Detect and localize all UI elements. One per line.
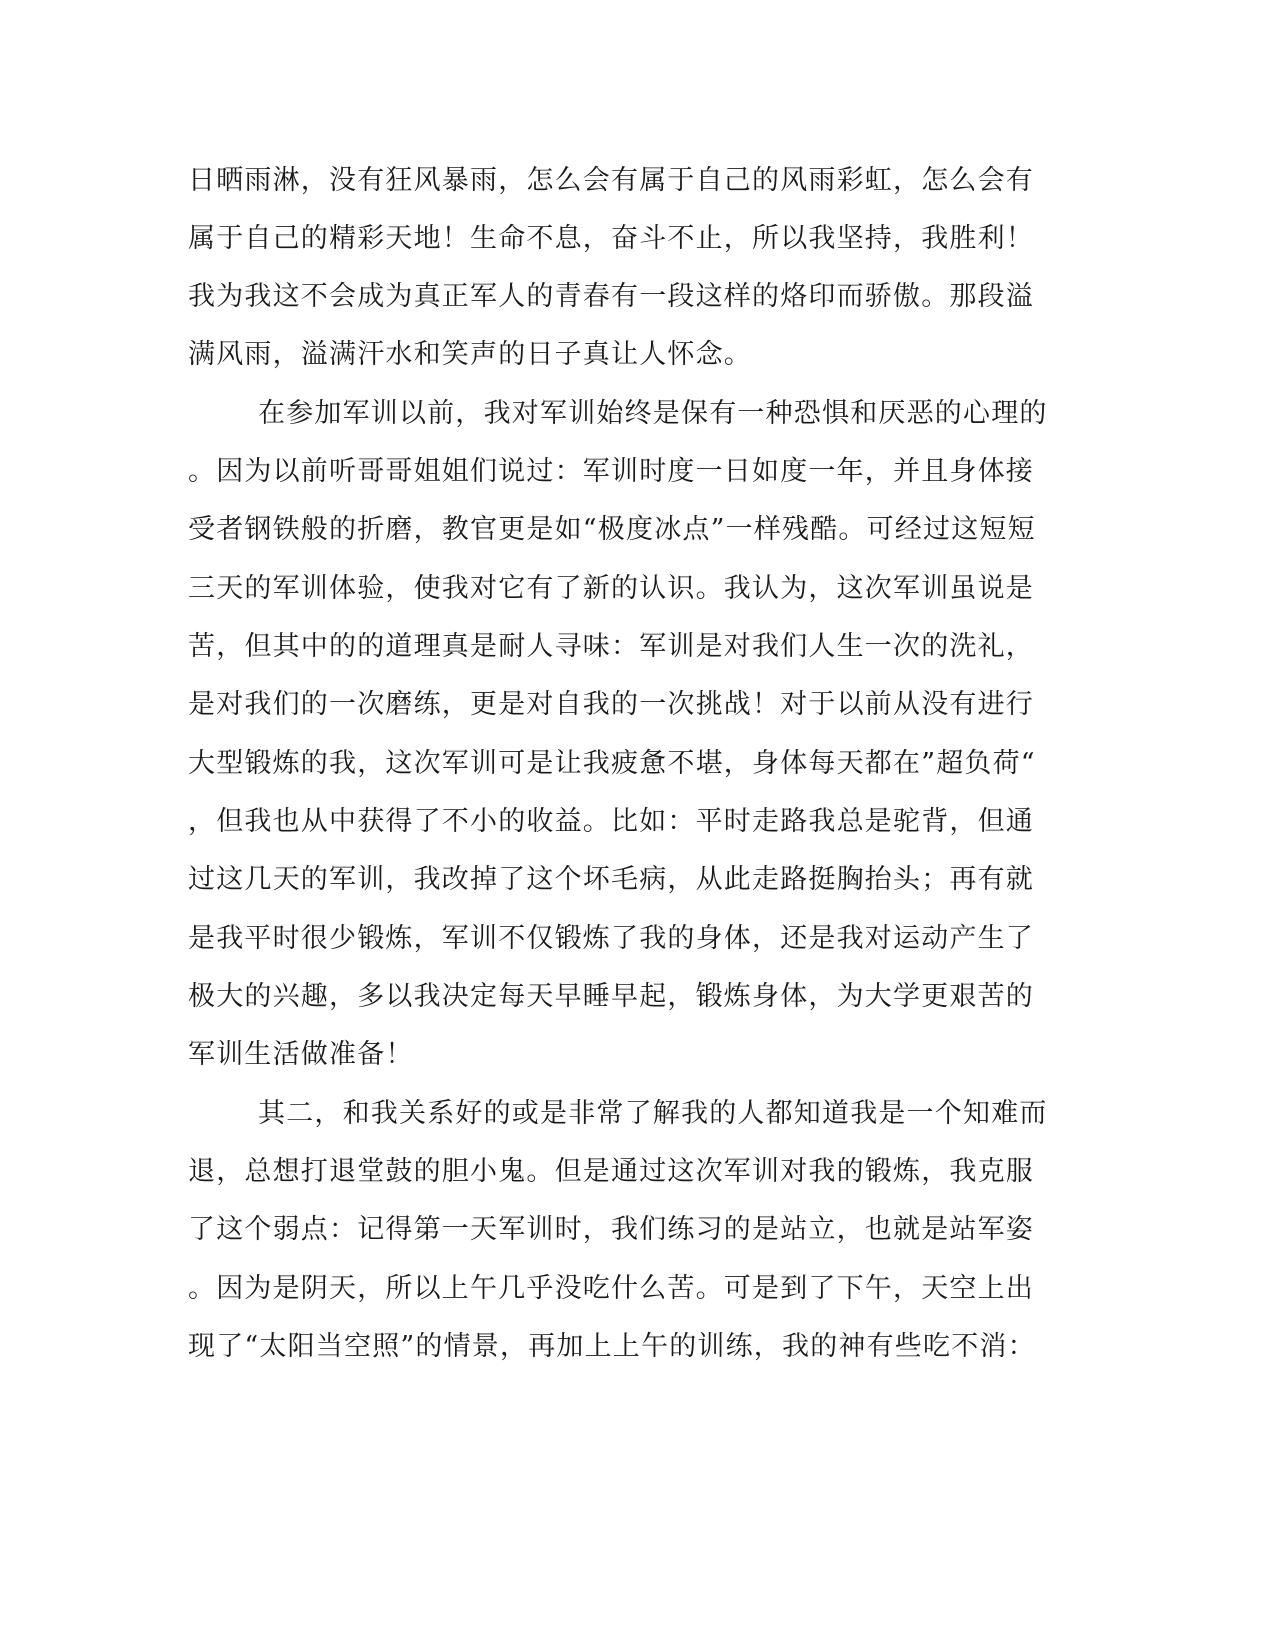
text-line: 属于自己的精彩天地！生命不息，奋斗不止，所以我坚持，我胜利！ <box>188 223 1034 254</box>
text-line: 是我平时很少锻炼，军训不仅锻炼了我的身体，还是我对运动产生了 <box>188 923 1034 954</box>
text-line: 日晒雨淋，没有狂风暴雨，怎么会有属于自己的风雨彩虹，怎么会有 <box>188 165 1034 196</box>
text-line: 。因为是阴天，所以上午几乎没吃什么苦。可是到了下午，天空上出 <box>188 1273 1034 1304</box>
text-line: 我为我这不会成为真正军人的青春有一段这样的烙印而骄傲。那段溢 <box>188 281 1034 312</box>
text-line: 三天的军训体验，使我对它有了新的认识。我认为，这次军训虽说是 <box>188 573 1034 604</box>
text-line: 是对我们的一次磨练，更是对自我的一次挑战！对于以前从没有进行 <box>188 689 1034 720</box>
paragraph-first-line: 其二，和我关系好的或是非常了解我的人都知道我是一个知难而 <box>258 1098 1048 1129</box>
text-line: 极大的兴趣，多以我决定每天早睡早起，锻炼身体，为大学更艰苦的 <box>188 981 1034 1012</box>
text-line: 苦，但其中的的道理真是耐人寻味：军训是对我们人生一次的洗礼， <box>188 631 1034 662</box>
text-line: 过这几天的军训，我改掉了这个坏毛病，从此走路挺胸抬头；再有就 <box>188 864 1034 895</box>
text-line: ，但我也从中获得了不小的收益。比如：平时走路我总是驼背，但通 <box>188 806 1034 837</box>
text-line: 受者钢铁般的折磨，教官更是如“极度冰点”一样残酷。可经过这短短 <box>188 514 1036 545</box>
text-line: 满风雨，溢满汗水和笑声的日子真让人怀念。 <box>188 339 752 370</box>
paragraph-first-line: 在参加军训以前，我对军训始终是保有一种恐惧和厌恶的心理的 <box>258 398 1048 429</box>
text-line: 现了“太阳当空照”的情景，再加上上午的训练，我的神有些吃不消： <box>188 1331 1036 1362</box>
text-line: 退，总想打退堂鼓的胆小鬼。但是通过这次军训对我的锻炼，我克服 <box>188 1156 1034 1187</box>
text-line: 军训生活做准备！ <box>188 1039 414 1070</box>
text-line: 了这个弱点：记得第一天军训时，我们练习的是站立，也就是站军姿 <box>188 1214 1034 1245</box>
text-line: 大型锻炼的我，这次军训可是让我疲惫不堪，身体每天都在”超负荷“ <box>188 748 1036 779</box>
text-line: 。因为以前听哥哥姐姐们说过：军训时度一日如度一年，并且身体接 <box>188 456 1034 487</box>
